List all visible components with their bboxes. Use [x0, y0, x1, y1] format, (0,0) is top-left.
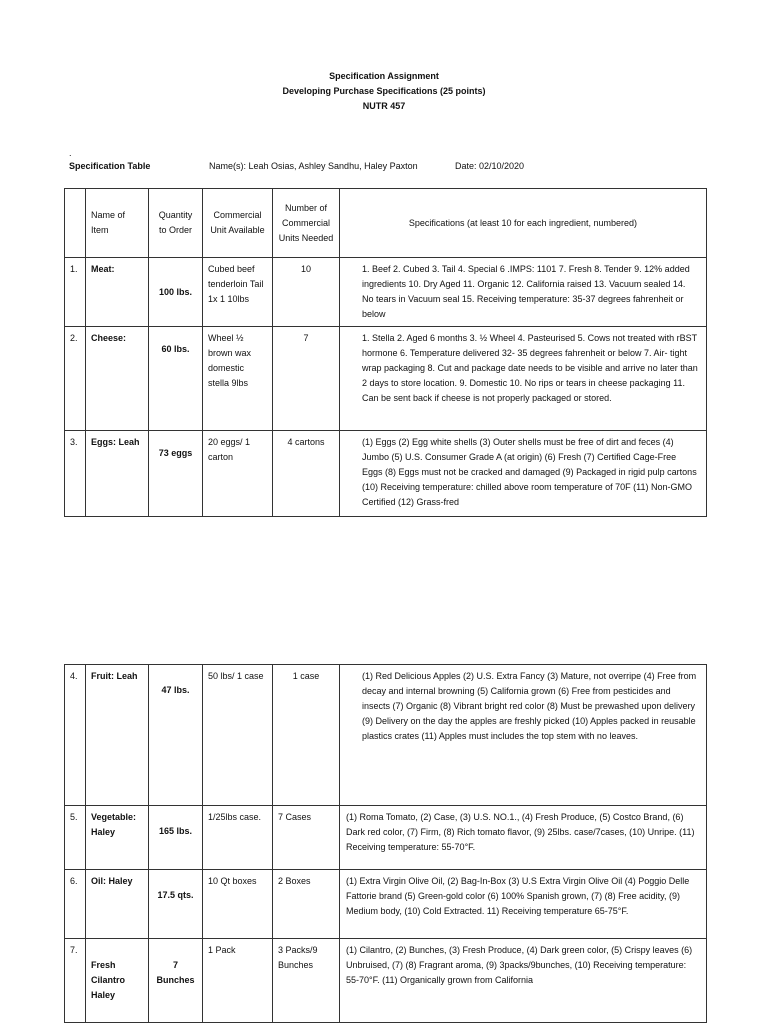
- item-unit: Cubed beef tenderloin Tail 1x 1 10lbs: [203, 258, 273, 327]
- item-specifications: (1) Red Delicious Apples (2) U.S. Extra Fancy (3) Mature, not overripe (4) Free from decay and internal browning (5) California grown (6) Free from pesticides and insects (7) Organic (8) Vibrant bright red color (8) Must be prewashed upon delivery (9) Delivery on the day the apples are freshly picked (10) Apples packed in reusable plastics crates (11) Apples must includes the top stem with no leaves.: [340, 665, 707, 806]
- item-name: Fresh Cilantro Haley: [86, 939, 149, 1023]
- doc-title: Specification Assignment: [329, 71, 439, 81]
- item-unit-count: 3 Packs/9 Bunches: [273, 939, 340, 1023]
- row-number: 6.: [65, 870, 86, 939]
- item-unit-count: 10: [273, 258, 340, 327]
- table-row: [65, 327, 707, 431]
- item-unit: Wheel ½ brown wax domestic stella 9lbs: [203, 327, 273, 431]
- item-unit-count: 7: [273, 327, 340, 431]
- bullet-mark: .: [69, 148, 72, 158]
- assignment-date: Date: 02/10/2020: [455, 161, 525, 171]
- item-unit-count: 2 Boxes: [273, 870, 340, 939]
- row-number: 7.: [65, 939, 86, 1023]
- item-specifications: (1) Roma Tomato, (2) Case, (3) U.S. NO.1., (4) Fresh Produce, (5) Costco Brand, (6) Dark red color, (7) Firm, (8) Rich tomato flavor, (9) 25lbs. case/7cases, (10) Unripe. (11) Receiving temperature: 55-70°F.: [340, 806, 707, 870]
- header-quantity: Quantity to Order: [149, 189, 203, 258]
- item-unit-count: 1 case: [273, 665, 340, 806]
- row-number: 3.: [65, 431, 86, 517]
- table-header-row: [65, 189, 707, 258]
- item-specifications: 1. Beef 2. Cubed 3. Tail 4. Special 6 .IMPS: 1101 7. Fresh 8. Tender 9. 12% added ingredients 10. Dry Aged 11. Organic 12. California raised 13. Vacuum sealed 14. No tears in Vacuum seal 15. Receiving temperature: 35-37 degrees fahrenheit or below: [340, 258, 707, 327]
- item-name: Meat:: [86, 258, 149, 327]
- spec-table-part-2: [64, 664, 707, 1023]
- header-num-cell: [65, 189, 86, 258]
- item-quantity: 47 lbs.: [149, 665, 203, 806]
- row-number: 1.: [65, 258, 86, 327]
- header-number-of-units: Number of Commercial Units Needed: [273, 189, 340, 258]
- item-name: Oil: Haley: [86, 870, 149, 939]
- item-unit: 1/25lbs case.: [203, 806, 273, 870]
- row-number: 5.: [65, 806, 86, 870]
- table-label: Specification Table: [69, 161, 151, 171]
- table-row: [65, 806, 707, 870]
- table-row: [65, 431, 707, 517]
- item-unit: 10 Qt boxes: [203, 870, 273, 939]
- table-row: [65, 939, 707, 1023]
- item-specifications: (1) Cilantro, (2) Bunches, (3) Fresh Produce, (4) Dark green color, (5) Crispy leaves (6) Unbruised, (7) (8) Fragrant aroma, (9) 3packs/9bunches, (10) Receiving temperature: 55-70°F. (11) Organically grown from California: [340, 939, 707, 1023]
- item-quantity: 60 lbs.: [149, 327, 203, 431]
- item-specifications: (1) Extra Virgin Olive Oil, (2) Bag-In-Box (3) U.S Extra Virgin Olive Oil (4) Poggio Delle Fattorie brand (5) Green-gold color (6) 100% Spanish grown, (7) (8) Free acidity, (9) Medium body, (10) Cold Extracted. 11) Receiving temperature 65-75°F.: [340, 870, 707, 939]
- row-number: 4.: [65, 665, 86, 806]
- item-specifications: (1) Eggs (2) Egg white shells (3) Outer shells must be free of dirt and feces (4) Jumbo (5) U.S. Consumer Grade A (at origin) (6) Fresh (7) Certified Cage-Free Eggs (8) Eggs must not be cracked and damaged (9) Packaged in rigid pulp cartons (10) Receiving temperature: chilled above room temperature of 70F (11) Non-GMO Certified (12) Grass-fred: [340, 431, 707, 517]
- item-quantity: 165 lbs.: [149, 806, 203, 870]
- doc-subtitle: Developing Purchase Specifications (25 points): [282, 86, 486, 96]
- item-name: Fruit: Leah: [86, 665, 149, 806]
- item-unit: 20 eggs/ 1 carton: [203, 431, 273, 517]
- item-name: Eggs: Leah: [86, 431, 149, 517]
- header-specifications: Specifications (at least 10 for each ingredient, numbered): [340, 189, 707, 258]
- header-commercial-unit: Commercial Unit Available: [203, 189, 273, 258]
- item-name: Cheese:: [86, 327, 149, 431]
- item-unit-count: 7 Cases: [273, 806, 340, 870]
- item-quantity: 100 lbs.: [149, 258, 203, 327]
- item-quantity: 7 Bunches: [149, 939, 203, 1023]
- item-quantity: 73 eggs: [149, 431, 203, 517]
- item-quantity: 17.5 qts.: [149, 870, 203, 939]
- row-number: 2.: [65, 327, 86, 431]
- item-unit-count: 4 cartons: [273, 431, 340, 517]
- item-unit: 1 Pack: [203, 939, 273, 1023]
- table-row: [65, 870, 707, 939]
- header-name-of-item: Name of Item: [86, 189, 149, 258]
- item-specifications: 1. Stella 2. Aged 6 months 3. ½ Wheel 4. Pasteurised 5. Cows not treated with rBST hormone 6. Temperature delivered 32- 35 degrees fahrenheit or below 7. Air- tight wrap packaging 8. Cut and package date needs to be visible and arrive no later than 2 days to store location. 9. Domestic 10. No rips or tears in cheese packaging 11. Can be sent back if cheese is not properly packaged or stored.: [340, 327, 707, 431]
- item-unit: 50 lbs/ 1 case: [203, 665, 273, 806]
- student-names: Name(s): Leah Osias, Ashley Sandhu, Haley Paxton: [209, 161, 418, 171]
- spec-table-part-1: [64, 188, 707, 517]
- course-code: NUTR 457: [362, 101, 406, 111]
- table-row: [65, 258, 707, 327]
- table-row: [65, 665, 707, 806]
- item-name: Vegetable: Haley: [86, 806, 149, 870]
